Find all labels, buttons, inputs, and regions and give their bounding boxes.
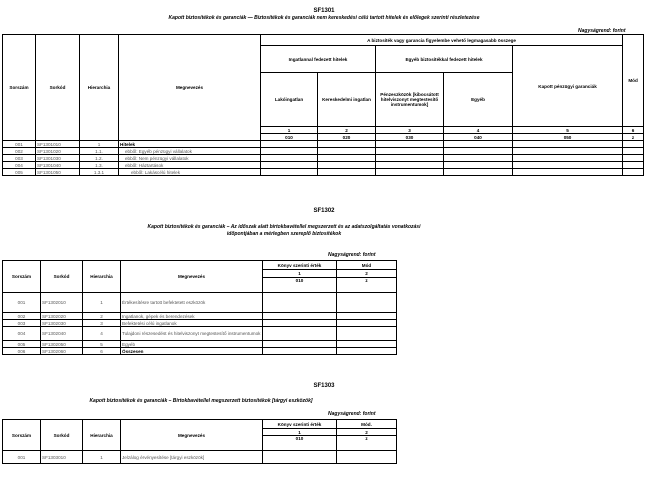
sf1303-colnum: 1 (263, 429, 337, 436)
row-sorkod: SF1302030 (41, 320, 83, 327)
sf1301-h-penzeszkozok: Pénzeszközök [kibocsátott hitelviszonyt megtestesítő instrumentumok] (376, 73, 444, 127)
value-cell[interactable] (263, 320, 337, 327)
row-sorszam: 001 (3, 451, 41, 464)
value-cell[interactable] (444, 169, 513, 176)
value-cell[interactable] (376, 162, 444, 169)
sf1301-colnum: 1 (261, 127, 318, 134)
row-sorkod: SF1301050 (36, 169, 80, 176)
sf1302-h-konyv: Könyv szerinti érték (263, 261, 337, 270)
row-hierarchia: 5 (83, 341, 121, 348)
table-row (3, 320, 397, 327)
sf1301-h-group: A biztosíték vagy garancia figyelembe vehető legmagasabb összege (261, 35, 623, 46)
sf1302-h-sorszam: Sorszám (3, 261, 41, 293)
sf1301-h-lakoingatlan: Lakóingatlan (261, 73, 318, 127)
table-row (3, 162, 644, 169)
row-megnevezes: Egyéb (121, 341, 263, 348)
sf1303-table (2, 419, 397, 464)
row-sorszam: 003 (3, 320, 41, 327)
sf1303-colcode: z (337, 436, 397, 451)
sf1301-h-egyeb: Egyéb (444, 73, 513, 127)
sf1301-colcode: 050 (513, 134, 623, 141)
value-cell[interactable] (261, 148, 318, 155)
sf1302-colcode: 010 (263, 278, 337, 293)
row-megnevezes: Ingatlanok, gépek és berendezések (121, 313, 263, 320)
row-sorkod: SF1301020 (36, 148, 80, 155)
sf1301-table (2, 34, 644, 176)
table-row (3, 348, 397, 355)
sf1302-colnum: 2 (337, 270, 397, 278)
table-row (3, 169, 644, 176)
value-cell[interactable] (261, 162, 318, 169)
value-cell[interactable] (513, 155, 623, 162)
row-megnevezes: Összesen (121, 348, 263, 355)
sf1301-h-megnevezes: Megnevezés (119, 35, 261, 141)
row-sorszam: 005 (3, 169, 36, 176)
value-cell[interactable] (337, 451, 397, 464)
sf1303-h-sorszam: Sorszám (3, 420, 41, 451)
sf1302-h-hierarchia: Hierarchia (83, 261, 121, 293)
row-sorszam: 005 (3, 341, 41, 348)
value-cell[interactable] (444, 141, 513, 148)
row-sorszam: 004 (3, 162, 36, 169)
table-row (3, 327, 397, 341)
sf1301-colnum: 2 (318, 127, 376, 134)
value-cell[interactable] (263, 341, 337, 348)
row-sorszam: 006 (3, 348, 41, 355)
row-megnevezes: Befektetési célú ingatlanok (121, 320, 263, 327)
row-hierarchia: 1.3.1 (80, 169, 119, 176)
value-cell[interactable] (513, 169, 623, 176)
sf1303-colnum: 2 (337, 429, 397, 436)
row-sorkod: SF1301040 (36, 162, 80, 169)
value-cell[interactable] (376, 169, 444, 176)
sf1301-colnum: 6 (623, 127, 644, 134)
sf1302-h-mod: Mód (337, 261, 397, 270)
sf1301-colcode: z (623, 134, 644, 141)
row-sorszam: 001 (3, 141, 36, 148)
sf1301-colnum: 4 (444, 127, 513, 134)
sf1303-h-sorkod: Sorkód (41, 420, 83, 451)
row-megnevezes: ebből: Lakáscélú hitelek (119, 169, 261, 176)
row-sorszam: 004 (3, 327, 41, 341)
row-sorszam: 001 (3, 293, 41, 313)
sf1302-table (2, 260, 397, 355)
sf1302-h-megnevezes: Megnevezés (121, 261, 263, 293)
sf1301-h-hierarchia: Hierarchia (80, 35, 119, 141)
value-cell[interactable] (376, 148, 444, 155)
value-cell[interactable] (623, 148, 644, 155)
row-sorkod: SF1302040 (41, 327, 83, 341)
row-hierarchia: 6 (83, 348, 121, 355)
row-hierarchia: 1.3. (80, 162, 119, 169)
value-cell[interactable] (444, 162, 513, 169)
row-hierarchia: 1 (83, 293, 121, 313)
sf1302-subtitle-2: időpontjában a mérlegben szereplő biztosítékok (226, 231, 342, 237)
row-megnevezes: ebből: Nem pénzügyi vállalatok (119, 155, 261, 162)
row-sorkod: SF1302050 (41, 341, 83, 348)
table-row (3, 141, 644, 148)
row-megnevezes: Értékesítésre tartott befektetett eszközök (121, 293, 263, 313)
sf1302-unit: Nagyságrend: forint (328, 252, 376, 258)
row-hierarchia: 1.2. (80, 155, 119, 162)
value-cell[interactable] (263, 313, 337, 320)
table-row (3, 451, 397, 464)
sf1303-title: SF1303 (313, 383, 335, 389)
sf1302-colnum: 1 (263, 270, 337, 278)
sf1301-h-sorszam: Sorszám (3, 35, 36, 141)
value-cell[interactable] (623, 169, 644, 176)
value-cell[interactable] (263, 327, 337, 341)
sf1302-h-sorkod: Sorkód (41, 261, 83, 293)
row-sorkod: SF1303010 (41, 451, 83, 464)
value-cell[interactable] (337, 313, 397, 320)
row-sorkod: SF1301030 (36, 155, 80, 162)
value-cell[interactable] (623, 162, 644, 169)
value-cell[interactable] (376, 141, 444, 148)
row-sorkod: SF1302060 (41, 348, 83, 355)
value-cell[interactable] (513, 148, 623, 155)
sf1301-h-ingatlan: Ingatlannal fedezett hitelek (261, 46, 376, 73)
row-megnevezes: Jelzálog érvényesítése [tárgyi eszközök] (121, 451, 263, 464)
row-hierarchia: 4 (83, 327, 121, 341)
value-cell[interactable] (318, 148, 376, 155)
sf1301-colcode: 020 (318, 134, 376, 141)
value-cell[interactable] (513, 141, 623, 148)
value-cell[interactable] (318, 162, 376, 169)
table-row (3, 341, 397, 348)
value-cell[interactable] (263, 293, 337, 313)
row-hierarchia: 3 (83, 320, 121, 327)
value-cell[interactable] (337, 327, 397, 341)
sf1301-colnum: 5 (513, 127, 623, 134)
sf1303-unit: Nagyságrend: forint (328, 411, 376, 417)
sf1301-title: SF1301 (313, 8, 335, 14)
value-cell[interactable] (261, 155, 318, 162)
value-cell[interactable] (623, 155, 644, 162)
row-hierarchia: 2 (83, 313, 121, 320)
table-row (3, 155, 644, 162)
value-cell[interactable] (376, 155, 444, 162)
row-megnevezes: ebből: Háztartások (119, 162, 261, 169)
sf1301-h-sorkod: Sorkód (36, 35, 80, 141)
value-cell[interactable] (444, 155, 513, 162)
sf1301-colcode: 010 (261, 134, 318, 141)
row-megnevezes: Tulajdoni részesedést és hitelviszonyt megtestesítő instrumentumok (121, 327, 263, 341)
sf1303-subtitle: Kapott biztosítékok és garanciák – Birtokbavétellel megszerzett biztosítékok [tárgyi eszközök] (89, 398, 313, 404)
sf1301-h-kereskedelmi: Kereskedelmi ingatlan (318, 73, 376, 127)
sf1302-colcode: z (337, 278, 397, 293)
row-megnevezes: ebből: Egyéb pénzügyi vállalatok (119, 148, 261, 155)
sf1301-h-kapott: Kapott pénzügyi garanciák (513, 46, 623, 127)
sf1301-subtitle: Kapott biztosítékok és garanciák — Biztosítékok és garanciák nem kereskedési célú tartott hitelek és előlegek szerinti részletezése (168, 15, 480, 21)
value-cell[interactable] (444, 148, 513, 155)
sf1301-colcode: 040 (444, 134, 513, 141)
sf1301-unit: Nagyságrend: forint (578, 28, 626, 34)
sf1303-h-hierarchia: Hierarchia (83, 420, 121, 451)
value-cell[interactable] (261, 169, 318, 176)
value-cell[interactable] (261, 141, 318, 148)
table-row (3, 313, 397, 320)
table-row (3, 148, 644, 155)
value-cell[interactable] (337, 293, 397, 313)
sf1301-h-mod: Mód (623, 35, 644, 127)
value-cell[interactable] (318, 141, 376, 148)
row-sorkod: SF1301010 (36, 141, 80, 148)
sf1301-h-egyeb-biz: Egyéb biztosítékkal fedezett hitelek (376, 46, 513, 73)
row-sorszam: 002 (3, 313, 41, 320)
value-cell[interactable] (623, 141, 644, 148)
value-cell[interactable] (263, 348, 337, 355)
value-cell[interactable] (263, 451, 337, 464)
row-sorszam: 002 (3, 148, 36, 155)
value-cell[interactable] (513, 162, 623, 169)
row-hierarchia: 1 (80, 141, 119, 148)
row-sorkod: SF1302010 (41, 293, 83, 313)
row-megnevezes: Hitelek (119, 141, 261, 148)
value-cell[interactable] (337, 341, 397, 348)
row-hierarchia: 1 (83, 451, 121, 464)
sf1301-colnum: 3 (376, 127, 444, 134)
row-sorkod: SF1302020 (41, 313, 83, 320)
row-hierarchia: 1.1. (80, 148, 119, 155)
sf1303-h-megnevezes: Megnevezés (121, 420, 263, 451)
sf1301-colcode: 030 (376, 134, 444, 141)
sf1302-subtitle-1: Kapott biztosítékok és garanciák – Az időszak alatt birtokbavétellel megszerzett és az adatszolgáltatás vonatkozási (147, 224, 421, 230)
row-sorszam: 003 (3, 155, 36, 162)
sf1303-colcode: 010 (263, 436, 337, 451)
sf1303-h-konyv: Könyv szerinti érték (263, 420, 337, 429)
value-cell[interactable] (318, 169, 376, 176)
value-cell[interactable] (318, 155, 376, 162)
table-row (3, 293, 397, 313)
value-cell[interactable] (337, 320, 397, 327)
value-cell[interactable] (337, 348, 397, 355)
sf1302-title: SF1302 (313, 208, 335, 214)
sf1303-h-mod: Mód. (337, 420, 397, 429)
